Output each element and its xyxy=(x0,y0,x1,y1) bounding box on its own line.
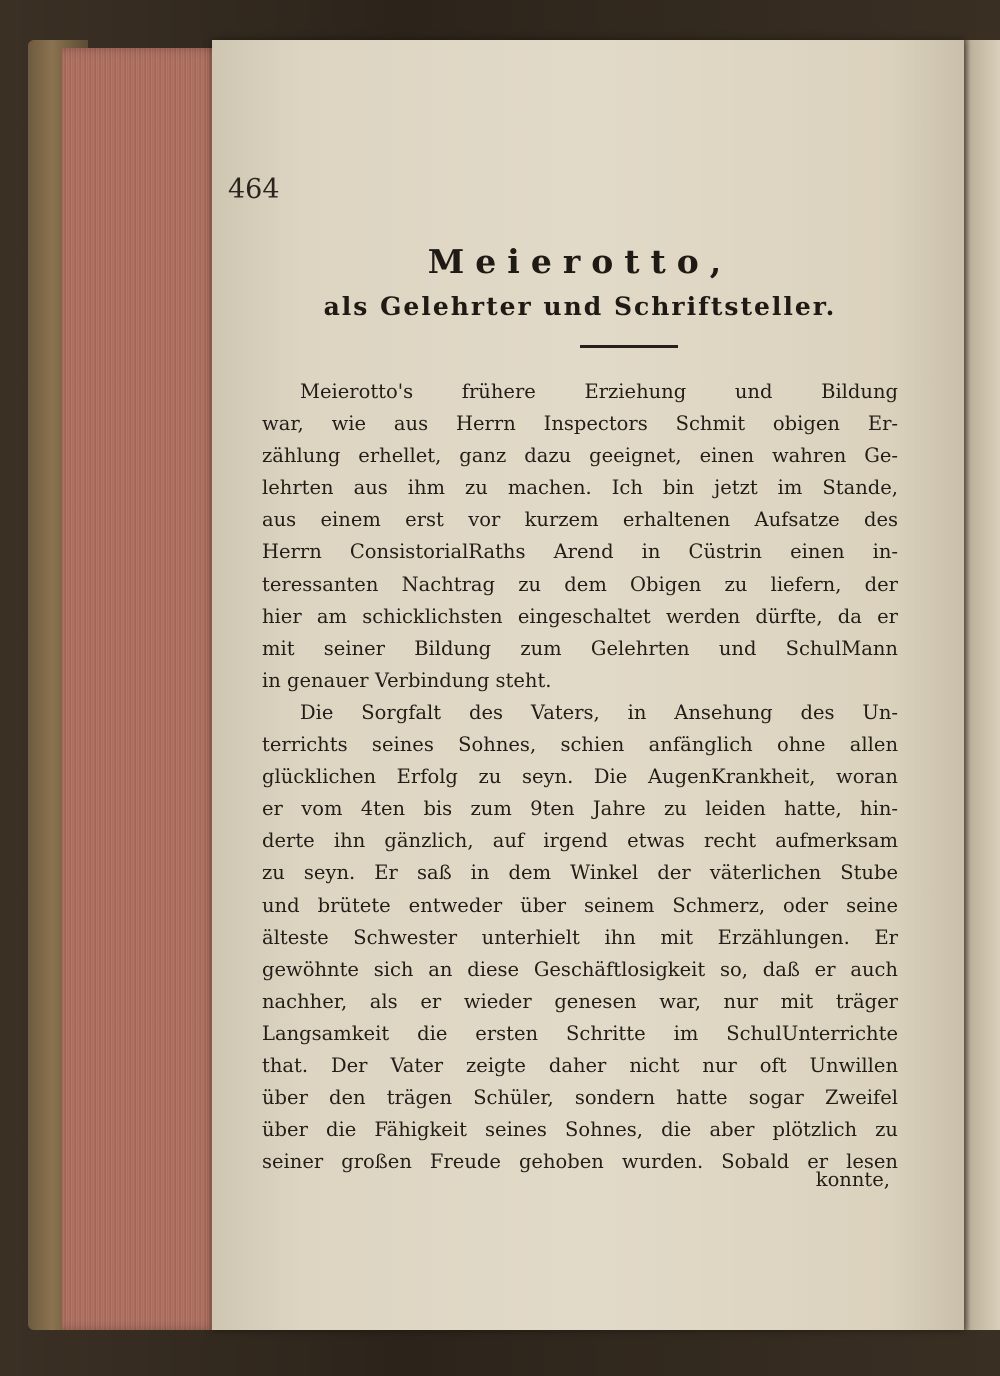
text-line: zu seyn. Er saß in dem Winkel der väterlichen Stube xyxy=(262,861,898,885)
text-line: über den trägen Schüler, sondern hatte sogar Zweifel xyxy=(262,1086,898,1110)
text-line: über die Fähigkeit seines Sohnes, die aber plötzlich zu xyxy=(262,1118,898,1142)
catchword: konnte, xyxy=(815,1168,890,1191)
chapter-subtitle: als Gelehrter und Schriftsteller. xyxy=(323,292,837,321)
page-number: 464 xyxy=(228,174,280,205)
text-line: that. Der Vater zeigte daher nicht nur oft Unwillen xyxy=(262,1053,898,1077)
text-line: mit seiner Bildung zum Gelehrten und SchulMann xyxy=(262,636,898,660)
facing-page-edge xyxy=(958,40,1000,1330)
text-line: älteste Schwester unterhielt ihn mit Erzählungen. Er xyxy=(262,925,898,949)
text-line: Die Sorgfalt des Vaters, in Ansehung des Un- xyxy=(300,700,898,724)
page-edges xyxy=(62,48,222,1330)
text-line: Herrn ConsistorialRaths Arend in Cüstrin einen in- xyxy=(262,540,898,564)
text-line: glücklichen Erfolg zu seyn. Die AugenKrankheit, woran xyxy=(262,765,898,789)
text-line: hier am schicklichsten eingeschaltet werden dürfte, da er xyxy=(262,604,898,628)
chapter-title: Meierotto, xyxy=(427,242,733,281)
text-line: Meierotto's frühere Erziehung und Bildung xyxy=(300,380,898,403)
text-line: teressanten Nachtrag zu dem Obigen zu liefern, der xyxy=(262,572,898,596)
text-line: terrichts seines Sohnes, schien anfänglich ohne allen xyxy=(262,733,898,757)
text-line: nachher, als er wieder genesen war, nur mit träger xyxy=(262,989,898,1013)
body-text xyxy=(262,376,898,1178)
text-line: und brütete entweder über seinem Schmerz, oder seine xyxy=(262,893,898,917)
text-line: Langsamkeit die ersten Schritte im SchulUnterrichte xyxy=(262,1021,898,1045)
text-line: lehrten aus ihm zu machen. Ich bin jetzt im Stande, xyxy=(262,476,898,500)
text-line: gewöhnte sich an diese Geschäftlosigkeit so, daß er auch xyxy=(262,957,898,981)
text-line: seiner großen Freude gehoben wurden. Sobald er lesen xyxy=(262,1150,898,1174)
text-line: er vom 4ten bis zum 9ten Jahre zu leiden hatte, hin- xyxy=(262,797,898,821)
text-line: zählung erhellet, ganz dazu geeignet, einen wahren Ge- xyxy=(262,444,898,468)
text-line: derte ihn gänzlich, auf irgend etwas recht aufmerksam xyxy=(262,829,898,853)
text-line: aus einem erst vor kurzem erhaltenen Aufsatze des xyxy=(262,508,898,532)
title-rule xyxy=(580,345,678,348)
text-line: war, wie aus Herrn Inspectors Schmit obigen Er- xyxy=(262,412,898,436)
text-line: in genauer Verbindung steht. xyxy=(262,668,552,692)
